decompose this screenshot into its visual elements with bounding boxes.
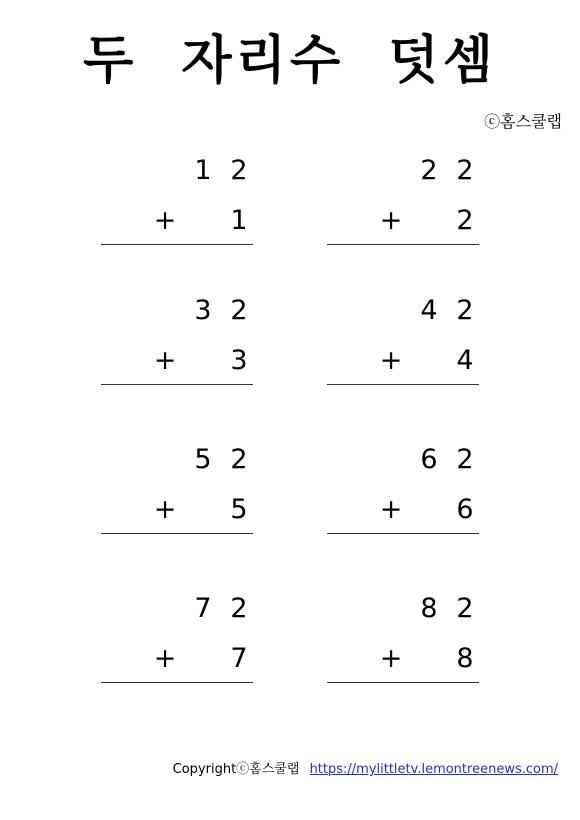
answer-line xyxy=(327,384,479,385)
plus-sign: + xyxy=(379,494,403,525)
second-addend-row xyxy=(327,205,479,237)
plus-sign: + xyxy=(153,494,177,525)
addition-problem-6 xyxy=(327,444,479,544)
addition-problem-1 xyxy=(101,155,253,255)
second-addend: 1 xyxy=(230,205,248,236)
first-addend xyxy=(327,155,479,187)
tens-digit: 8 xyxy=(420,593,438,624)
answer-line xyxy=(327,682,479,683)
second-addend-row xyxy=(101,643,253,675)
tens-digit: 1 xyxy=(194,155,212,186)
plus-sign: + xyxy=(379,643,403,674)
tens-digit: 5 xyxy=(194,444,212,475)
tens-digit: 3 xyxy=(194,295,212,326)
answer-line xyxy=(327,244,479,245)
answer-line xyxy=(101,384,253,385)
addition-problem-8 xyxy=(327,593,479,693)
second-addend-row xyxy=(101,345,253,377)
tens-digit: 7 xyxy=(194,593,212,624)
first-addend xyxy=(101,155,253,187)
answer-line xyxy=(101,244,253,245)
second-addend: 8 xyxy=(456,643,474,674)
first-addend xyxy=(327,593,479,625)
second-addend-row xyxy=(327,345,479,377)
second-addend-row xyxy=(101,205,253,237)
second-addend: 5 xyxy=(230,494,248,525)
first-addend xyxy=(101,444,253,476)
second-addend: 4 xyxy=(456,345,474,376)
first-addend xyxy=(101,593,253,625)
plus-sign: + xyxy=(153,345,177,376)
ones-digit: 2 xyxy=(230,593,248,624)
worksheet-title: 두 자리수 덧셈 xyxy=(83,31,497,91)
second-addend: 7 xyxy=(230,643,248,674)
ones-digit: 2 xyxy=(456,155,474,186)
second-addend: 3 xyxy=(230,345,248,376)
answer-line xyxy=(101,682,253,683)
second-addend: 2 xyxy=(456,205,474,236)
tens-digit: 4 xyxy=(420,295,438,326)
ones-digit: 2 xyxy=(456,295,474,326)
addition-problem-7 xyxy=(101,593,253,693)
addition-problem-4 xyxy=(327,295,479,395)
copyright-text: Copyrightⓒ홈스쿨랩 xyxy=(172,762,300,777)
second-addend-row xyxy=(327,494,479,526)
tens-digit: 6 xyxy=(420,444,438,475)
ones-digit: 2 xyxy=(230,444,248,475)
addition-problem-5 xyxy=(101,444,253,544)
second-addend-row xyxy=(101,494,253,526)
website-link[interactable]: https://mylittletv.lemontreenews.com/ xyxy=(309,762,558,777)
plus-sign: + xyxy=(379,205,403,236)
answer-line xyxy=(327,533,479,534)
second-addend-row xyxy=(327,643,479,675)
ones-digit: 2 xyxy=(230,155,248,186)
ones-digit: 2 xyxy=(456,444,474,475)
first-addend xyxy=(327,444,479,476)
first-addend xyxy=(327,295,479,327)
addition-problem-2 xyxy=(327,155,479,255)
page-footer xyxy=(173,762,558,778)
addition-problem-3 xyxy=(101,295,253,395)
ones-digit: 2 xyxy=(456,593,474,624)
plus-sign: + xyxy=(379,345,403,376)
tens-digit: 2 xyxy=(420,155,438,186)
answer-line xyxy=(101,533,253,534)
brand-credit: ⓒ홈스쿨랩 xyxy=(484,112,562,131)
plus-sign: + xyxy=(153,205,177,236)
plus-sign: + xyxy=(153,643,177,674)
ones-digit: 2 xyxy=(230,295,248,326)
second-addend: 6 xyxy=(456,494,474,525)
first-addend xyxy=(101,295,253,327)
